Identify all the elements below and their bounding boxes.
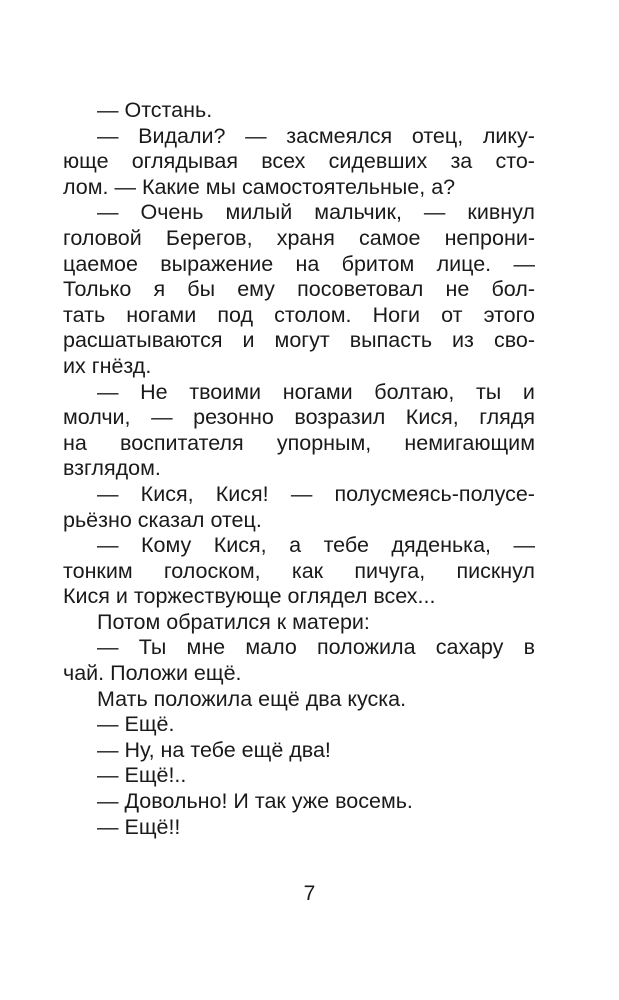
word: ногами (126, 302, 197, 327)
word: тать (63, 302, 106, 327)
text-line (63, 252, 535, 278)
text-line: — Ну, на тебе ещё два! (97, 737, 331, 762)
word: полусмеясь-полусе- (334, 481, 535, 506)
word: Кися! (215, 481, 269, 506)
word: дяденька, (391, 533, 491, 558)
word: пискнул (456, 558, 535, 583)
word: засмеялся (286, 123, 393, 148)
text-line (63, 303, 535, 329)
word: сахару (435, 635, 504, 660)
word: Кому (140, 533, 192, 558)
word: Берегов, (165, 225, 253, 250)
text-line: их гнёзд. (63, 353, 152, 378)
text-line: — Отстань. (97, 98, 213, 122)
text-line (63, 277, 535, 303)
word: бы (187, 277, 216, 302)
word: — (290, 481, 313, 506)
word: болтаю, (374, 379, 455, 404)
text-line: — Ещё. (97, 712, 175, 737)
text-line (63, 328, 535, 354)
word: на (63, 430, 87, 455)
word: — (97, 635, 119, 660)
text-line (63, 431, 535, 457)
word: бритом (341, 251, 415, 276)
text-line: — Ещё!! (97, 814, 181, 839)
word: могут (274, 328, 330, 353)
word: всех (261, 149, 306, 174)
text-line (63, 559, 535, 585)
text-line (63, 482, 535, 508)
text-line: взглядом. (63, 456, 161, 481)
word: посоветовал (297, 277, 424, 302)
page-number: 7 (303, 882, 316, 905)
word: Очень (140, 200, 204, 225)
text-line: Мать положила ещё два куска. (97, 686, 407, 711)
word: отец, (411, 123, 464, 148)
text-line (63, 226, 535, 252)
word: — (513, 533, 535, 558)
text-line: — Довольно! И так уже восемь. (97, 789, 413, 814)
word: выпасть (349, 328, 433, 353)
word: сидевших (328, 149, 428, 174)
word: воспитателя (120, 430, 244, 455)
text-line (63, 200, 535, 226)
word: в (523, 635, 535, 660)
word: Кися, (140, 481, 194, 506)
text-line: Потом обратился к матери: (97, 609, 370, 634)
word: выражение (160, 251, 274, 276)
word: ногами (282, 379, 353, 404)
word: этого (483, 302, 535, 327)
word: — (97, 533, 119, 558)
word: ты (475, 379, 502, 404)
word: не (445, 277, 470, 302)
text-line: лом. — Какие мы самостоятельные, а? (63, 174, 456, 199)
word: и (522, 379, 535, 404)
word: головой (63, 225, 142, 250)
word: цаемое (63, 251, 138, 276)
word: тебе (323, 533, 369, 558)
text-line (63, 124, 535, 150)
word: — (97, 200, 119, 225)
word: а (289, 533, 302, 558)
word: твоими (189, 379, 262, 404)
word: — (245, 123, 267, 148)
word: — (97, 123, 119, 148)
text-line: рьёзно сказал отец. (63, 507, 262, 532)
word: — (151, 405, 173, 430)
word: самое (359, 225, 421, 250)
word: тонким (63, 558, 133, 583)
word: резонно (193, 405, 274, 430)
word: Только (63, 277, 132, 302)
word: упорным, (276, 430, 372, 455)
text-line (63, 635, 535, 661)
text-line: — Ещё!.. (97, 763, 187, 788)
word: положила (317, 635, 416, 660)
text-line: чай. Положи ещё. (63, 661, 242, 686)
word: храня (276, 225, 335, 250)
word: из (452, 328, 474, 353)
word: и (242, 328, 255, 353)
text-line: Кися и торжествующе оглядел всех... (63, 584, 436, 609)
word: Ноги (372, 302, 420, 327)
word: — (423, 200, 446, 225)
word: я (153, 277, 166, 302)
text-line (63, 533, 535, 559)
word: юще (63, 149, 109, 174)
word: глядя (479, 405, 535, 430)
word: — (97, 379, 119, 404)
word: сто- (495, 149, 535, 174)
word: лику- (482, 123, 535, 148)
word: Кися, (405, 405, 459, 430)
word: непрони- (444, 225, 535, 250)
word: от (441, 302, 463, 327)
word: лице. (436, 251, 492, 276)
word: возразил (294, 405, 386, 430)
word: ему (237, 277, 275, 302)
word: бол- (491, 277, 535, 302)
word: под (217, 302, 254, 327)
word: пичуга, (354, 558, 426, 583)
word: мальчик, (314, 200, 402, 225)
word: столом. (274, 302, 352, 327)
word: сво- (493, 328, 535, 353)
word: за (450, 149, 473, 174)
word: расшатываются (63, 328, 223, 353)
word: кивнул (467, 200, 535, 225)
text-line (63, 380, 535, 406)
word: милый (225, 200, 293, 225)
word: Не (140, 379, 168, 404)
word: мне (186, 635, 226, 660)
page-text (63, 98, 535, 840)
word: Видали? (138, 123, 226, 148)
word: оглядывая (131, 149, 239, 174)
word: Кися, (213, 533, 267, 558)
word: как (291, 558, 324, 583)
word: Ты (138, 635, 167, 660)
text-line (63, 149, 535, 175)
word: — (97, 481, 119, 506)
text-line (63, 405, 535, 431)
word: мало (245, 635, 297, 660)
word: — (513, 251, 535, 276)
word: немигающим (404, 430, 535, 455)
word: на (295, 251, 320, 276)
word: голоском, (163, 558, 261, 583)
word: молчи, (63, 405, 131, 430)
